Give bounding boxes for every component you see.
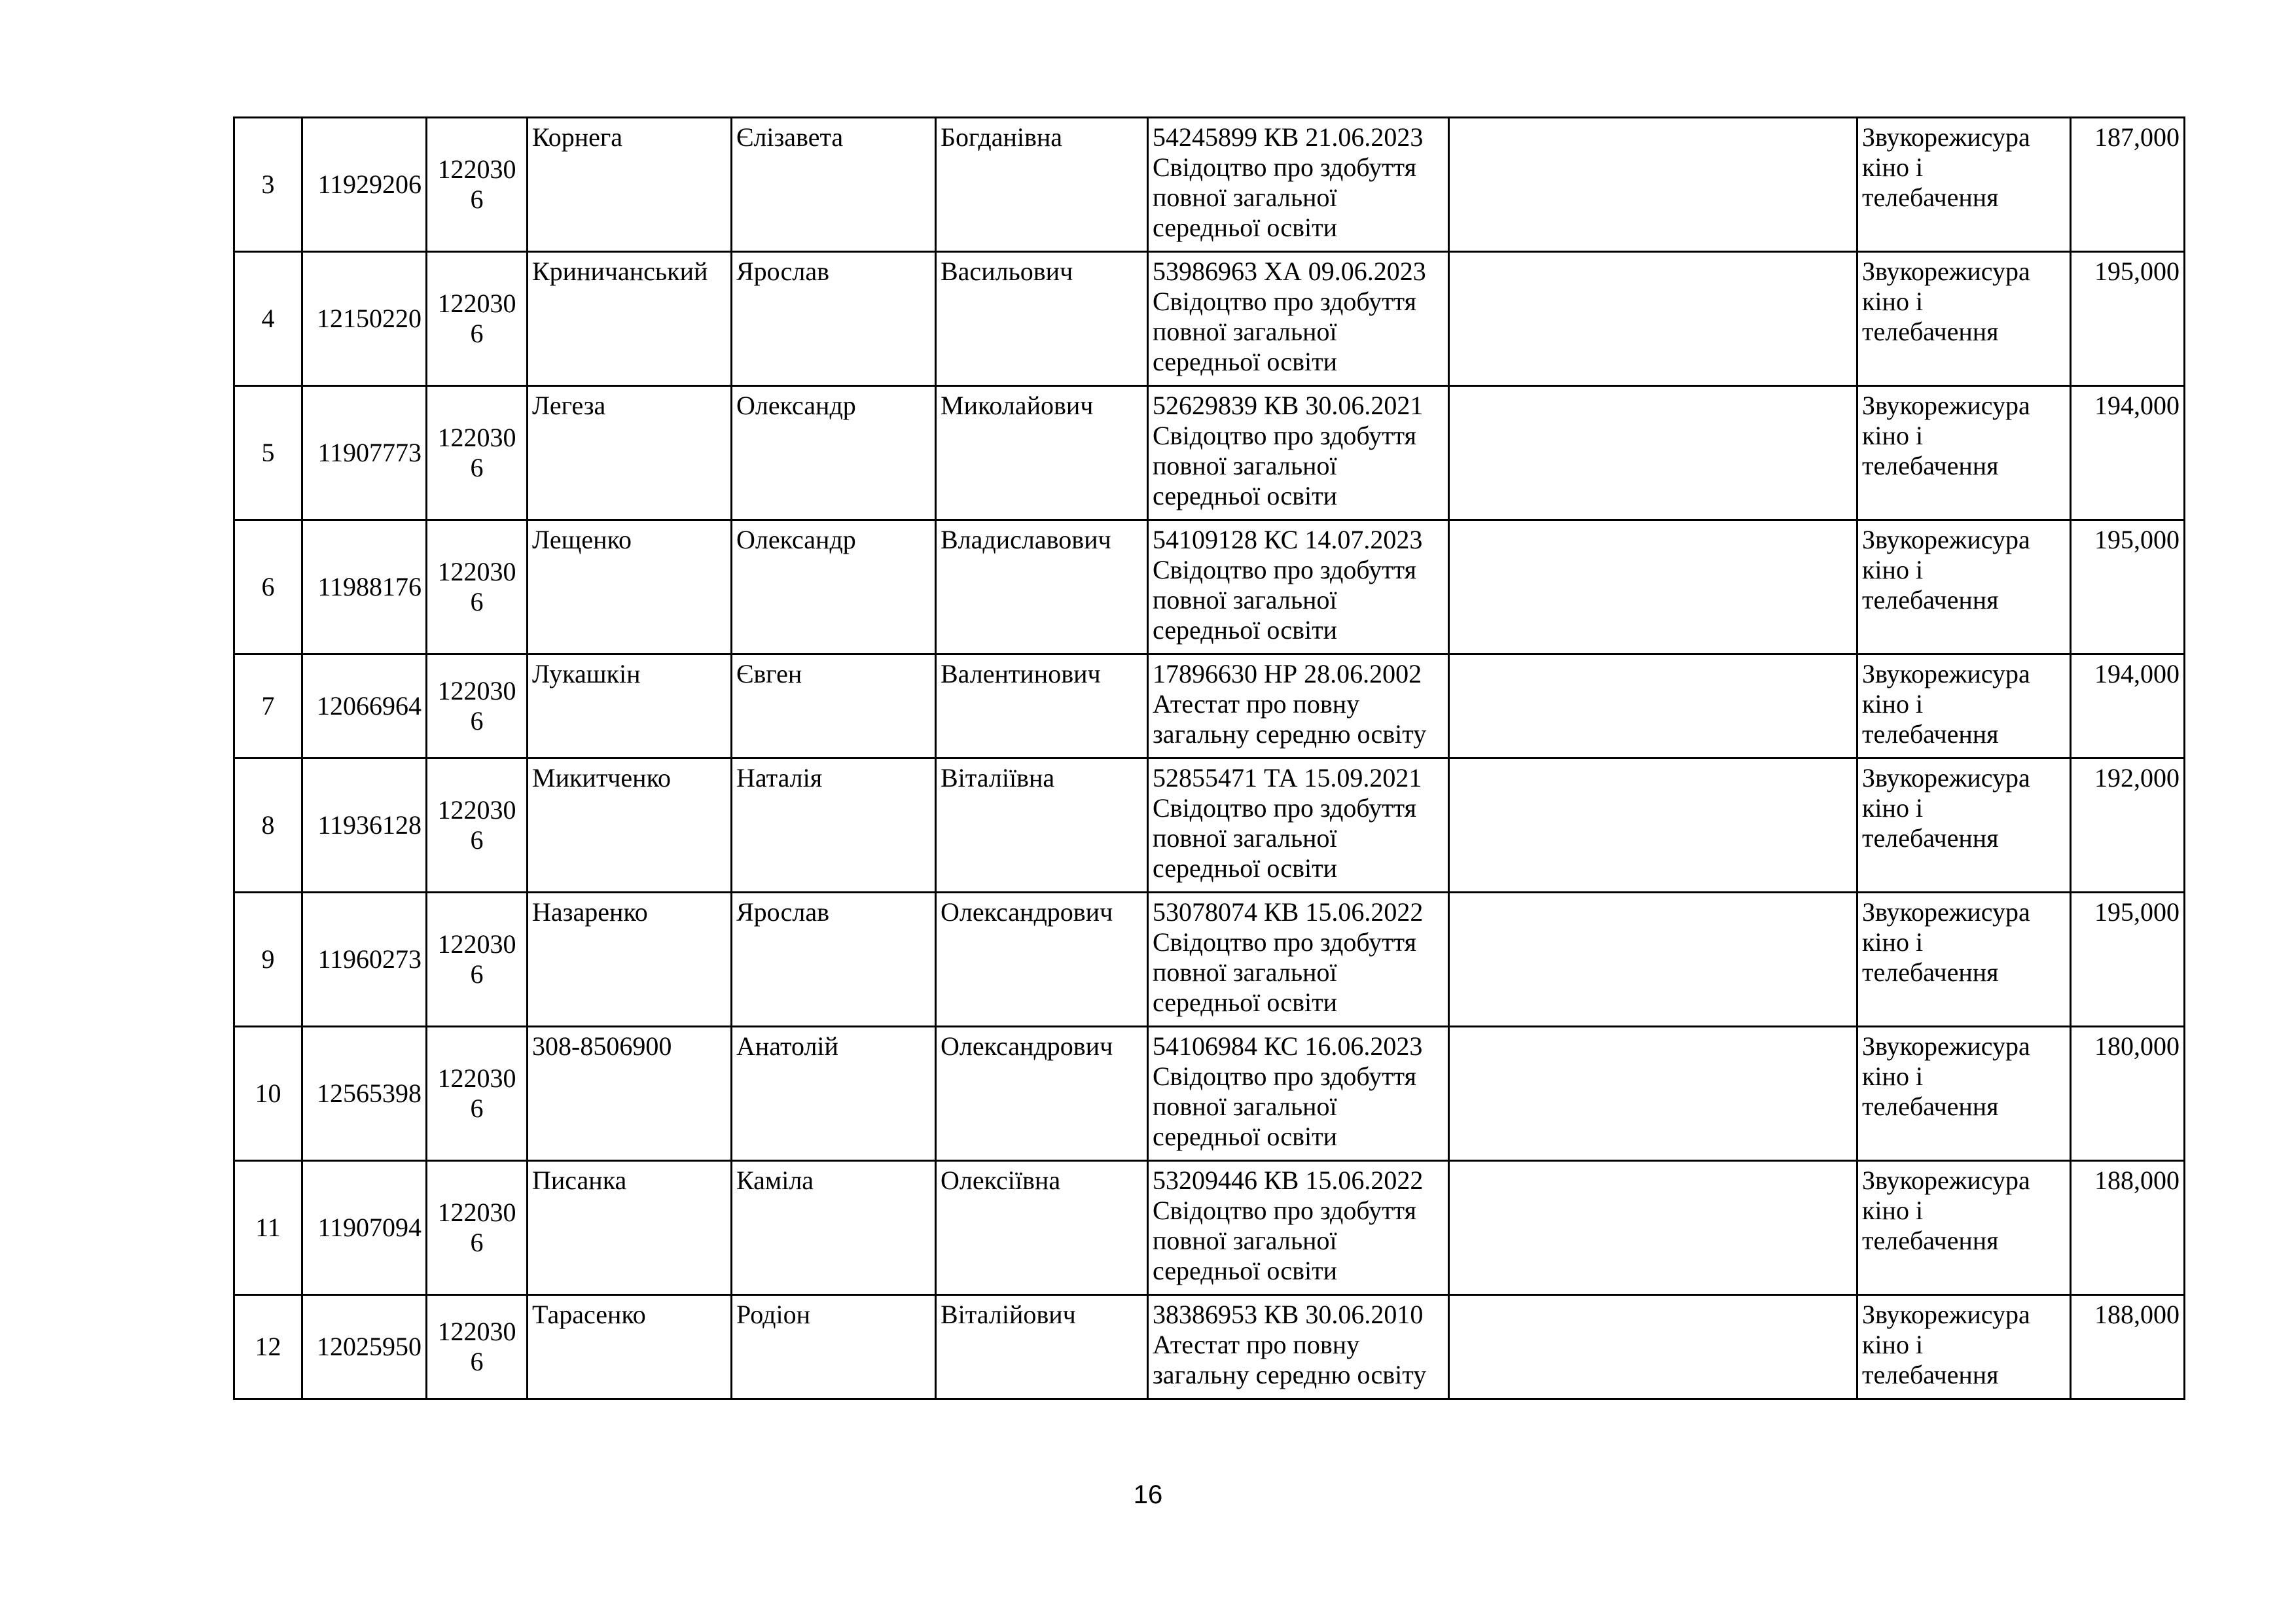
applicant-id: 12565398 [302, 1027, 427, 1161]
first-name: Євген [732, 654, 936, 758]
patronymic: Богданівна [936, 118, 1148, 252]
program-code-part-2: 6 [470, 1094, 484, 1123]
specialty [1857, 893, 2071, 1027]
program-code-part-2: 6 [470, 453, 484, 482]
document-number: 54106984 КС 16.06.2023 [1153, 1031, 1423, 1061]
program-code-part-2: 6 [470, 959, 484, 989]
first-name: Олександр [732, 520, 936, 654]
program-code-part-1: 122030 [437, 1063, 516, 1093]
competitive-score: 194,000 [2071, 654, 2185, 758]
program-code-part-2: 6 [470, 706, 484, 736]
document-type-line-3: середньої освіти [1153, 213, 1337, 242]
document-number: 52855471 ТА 15.09.2021 [1153, 763, 1422, 793]
patronymic: Валентинович [936, 654, 1148, 758]
row-number: 5 [234, 386, 302, 520]
education-document [1148, 1295, 1449, 1399]
document-type-line-3: середньої освіти [1153, 1256, 1337, 1285]
patronymic: Миколайович [936, 386, 1148, 520]
applicant-id: 11907094 [302, 1161, 427, 1295]
document-number: 54245899 КВ 21.06.2023 [1153, 122, 1424, 152]
specialty-line-1: Звукорежисура [1862, 1166, 2030, 1195]
program-code [427, 252, 528, 386]
document-type-line-3: середньої освіти [1153, 853, 1337, 883]
specialty [1857, 758, 2071, 893]
surname: 308-8506900 [528, 1027, 732, 1161]
specialty-line-3: телебачення [1862, 823, 1999, 853]
document-type-line-3: середньої освіти [1153, 481, 1337, 510]
first-name: Родіон [732, 1295, 936, 1399]
document-type-line-1: Свідоцтво про здобуття [1153, 1061, 1417, 1091]
education-document [1148, 520, 1449, 654]
extra-info [1449, 118, 1857, 252]
document-type-line-3: середньої освіти [1153, 347, 1337, 376]
table-row [234, 758, 2185, 893]
patronymic: Віталіївна [936, 758, 1148, 893]
document-type-line-1: Атестат про повну [1153, 689, 1360, 719]
document-number: 53986963 ХА 09.06.2023 [1153, 257, 1426, 286]
program-code [427, 386, 528, 520]
row-number: 4 [234, 252, 302, 386]
competitive-score: 195,000 [2071, 520, 2185, 654]
program-code-part-1: 122030 [437, 795, 516, 825]
document-type-line-1: Свідоцтво про здобуття [1153, 555, 1417, 584]
education-document [1148, 1027, 1449, 1161]
surname: Назаренко [528, 893, 732, 1027]
patronymic: Владиславович [936, 520, 1148, 654]
program-code-part-2: 6 [470, 319, 484, 348]
program-code-part-1: 122030 [437, 929, 516, 959]
document-number: 38386953 КВ 30.06.2010 [1153, 1300, 1424, 1329]
competitive-score: 194,000 [2071, 386, 2185, 520]
specialty-line-3: телебачення [1862, 585, 1999, 615]
patronymic: Олександрович [936, 1027, 1148, 1161]
applicant-id: 11907773 [302, 386, 427, 520]
specialty [1857, 654, 2071, 758]
program-code [427, 758, 528, 893]
specialty-line-2: кіно і [1862, 927, 1924, 957]
document-type-line-1: Свідоцтво про здобуття [1153, 793, 1417, 823]
specialty-line-2: кіно і [1862, 1330, 1924, 1359]
extra-info [1449, 1161, 1857, 1295]
education-document [1148, 1161, 1449, 1295]
document-type-line-3: середньої освіти [1153, 988, 1337, 1017]
program-code-part-2: 6 [470, 1347, 484, 1376]
row-number: 7 [234, 654, 302, 758]
program-code-part-1: 122030 [437, 289, 516, 318]
first-name: Анатолій [732, 1027, 936, 1161]
document-type-line-2: повної загальної [1153, 183, 1337, 212]
first-name: Ярослав [732, 252, 936, 386]
specialty [1857, 386, 2071, 520]
surname: Лещенко [528, 520, 732, 654]
table-body [234, 118, 2185, 1399]
program-code [427, 893, 528, 1027]
document-type-line-1: Свідоцтво про здобуття [1153, 152, 1417, 182]
program-code-part-2: 6 [470, 1228, 484, 1257]
document-number: 17896630 НР 28.06.2002 [1153, 659, 1422, 688]
specialty-line-1: Звукорежисура [1862, 763, 2030, 793]
program-code-part-1: 122030 [437, 1198, 516, 1227]
table-row [234, 252, 2185, 386]
applicant-id: 12150220 [302, 252, 427, 386]
table-row [234, 1295, 2185, 1399]
extra-info [1449, 520, 1857, 654]
specialty-line-3: телебачення [1862, 719, 1999, 749]
specialty [1857, 1161, 2071, 1295]
program-code-part-1: 122030 [437, 423, 516, 452]
first-name: Ярослав [732, 893, 936, 1027]
extra-info [1449, 252, 1857, 386]
program-code [427, 520, 528, 654]
specialty-line-1: Звукорежисура [1862, 897, 2030, 927]
document-number: 53209446 КВ 15.06.2022 [1153, 1166, 1424, 1195]
document-number: 54109128 КС 14.07.2023 [1153, 525, 1423, 554]
program-code [427, 1295, 528, 1399]
specialty-line-1: Звукорежисура [1862, 1031, 2030, 1061]
extra-info [1449, 654, 1857, 758]
row-number: 8 [234, 758, 302, 893]
applicant-id: 11936128 [302, 758, 427, 893]
surname: Корнега [528, 118, 732, 252]
row-number: 11 [234, 1161, 302, 1295]
first-name: Єлізавета [732, 118, 936, 252]
competitive-score: 192,000 [2071, 758, 2185, 893]
extra-info [1449, 758, 1857, 893]
surname: Писанка [528, 1161, 732, 1295]
extra-info [1449, 386, 1857, 520]
page-number: 16 [1133, 1480, 1163, 1509]
document-type-line-3: середньої освіти [1153, 615, 1337, 645]
document-type-line-1: Атестат про повну [1153, 1330, 1360, 1359]
table-row [234, 1027, 2185, 1161]
extra-info [1449, 1027, 1857, 1161]
education-document [1148, 893, 1449, 1027]
first-name: Наталія [732, 758, 936, 893]
applicant-id: 11988176 [302, 520, 427, 654]
specialty-line-3: телебачення [1862, 1226, 1999, 1255]
program-code [427, 654, 528, 758]
surname: Криничанський [528, 252, 732, 386]
row-number: 6 [234, 520, 302, 654]
first-name: Олександр [732, 386, 936, 520]
specialty-line-2: кіно і [1862, 555, 1924, 584]
extra-info [1449, 893, 1857, 1027]
table-row [234, 520, 2185, 654]
document-type-line-2: повної загальної [1153, 957, 1337, 987]
program-code [427, 118, 528, 252]
specialty [1857, 118, 2071, 252]
specialty-line-2: кіно і [1862, 1196, 1924, 1225]
competitive-score: 180,000 [2071, 1027, 2185, 1161]
row-number: 12 [234, 1295, 302, 1399]
specialty-line-3: телебачення [1862, 1092, 1999, 1121]
program-code [427, 1161, 528, 1295]
document-number: 53078074 КВ 15.06.2022 [1153, 897, 1424, 927]
first-name: Каміла [732, 1161, 936, 1295]
specialty-line-1: Звукорежисура [1862, 391, 2030, 420]
document-type-line-2: повної загальної [1153, 823, 1337, 853]
program-code-part-2: 6 [470, 185, 484, 214]
education-document [1148, 252, 1449, 386]
program-code-part-1: 122030 [437, 557, 516, 586]
competitive-score: 188,000 [2071, 1161, 2185, 1295]
specialty-line-1: Звукорежисура [1862, 122, 2030, 152]
applicant-id: 12025950 [302, 1295, 427, 1399]
row-number: 10 [234, 1027, 302, 1161]
program-code-part-2: 6 [470, 587, 484, 616]
document-type-line-1: Свідоцтво про здобуття [1153, 287, 1417, 316]
specialty-line-1: Звукорежисура [1862, 257, 2030, 286]
table-row [234, 118, 2185, 252]
program-code-part-1: 122030 [437, 154, 516, 184]
specialty-line-3: телебачення [1862, 451, 1999, 480]
competitive-score: 187,000 [2071, 118, 2185, 252]
table-row [234, 893, 2185, 1027]
document-type-line-1: Свідоцтво про здобуття [1153, 927, 1417, 957]
specialty [1857, 1295, 2071, 1399]
education-document [1148, 758, 1449, 893]
specialty-line-2: кіно і [1862, 152, 1924, 182]
applicant-id: 11960273 [302, 893, 427, 1027]
row-number: 9 [234, 893, 302, 1027]
table-row [234, 654, 2185, 758]
applicant-id: 11929206 [302, 118, 427, 252]
program-code-part-1: 122030 [437, 1317, 516, 1346]
table-row [234, 386, 2185, 520]
specialty-line-3: телебачення [1862, 957, 1999, 987]
document-type-line-1: Свідоцтво про здобуття [1153, 1196, 1417, 1225]
education-document [1148, 654, 1449, 758]
extra-info [1449, 1295, 1857, 1399]
patronymic: Васильович [936, 252, 1148, 386]
specialty-line-3: телебачення [1862, 1360, 1999, 1389]
document-number: 52629839 КВ 30.06.2021 [1153, 391, 1424, 420]
specialty-line-2: кіно і [1862, 1061, 1924, 1091]
specialty-line-2: кіно і [1862, 421, 1924, 450]
specialty-line-1: Звукорежисура [1862, 525, 2030, 554]
specialty-line-2: кіно і [1862, 287, 1924, 316]
surname: Легеза [528, 386, 732, 520]
specialty [1857, 1027, 2071, 1161]
specialty-line-1: Звукорежисура [1862, 659, 2030, 688]
surname: Лукашкін [528, 654, 732, 758]
surname: Тарасенко [528, 1295, 732, 1399]
document-type-line-2: повної загальної [1153, 1092, 1337, 1121]
document-type-line-1: Свідоцтво про здобуття [1153, 421, 1417, 450]
specialty-line-3: телебачення [1862, 317, 1999, 346]
specialty [1857, 520, 2071, 654]
patronymic: Олександрович [936, 893, 1148, 1027]
specialty-line-3: телебачення [1862, 183, 1999, 212]
document-type-line-3: середньої освіти [1153, 1122, 1337, 1151]
specialty [1857, 252, 2071, 386]
row-number: 3 [234, 118, 302, 252]
document-type-line-2: повної загальної [1153, 1226, 1337, 1255]
program-code [427, 1027, 528, 1161]
table-row [234, 1161, 2185, 1295]
patronymic: Олексіївна [936, 1161, 1148, 1295]
program-code-part-1: 122030 [437, 676, 516, 705]
document-type-line-2: повної загальної [1153, 317, 1337, 346]
specialty-line-1: Звукорежисура [1862, 1300, 2030, 1329]
competitive-score: 188,000 [2071, 1295, 2185, 1399]
document-type-line-2: загальну середню освіту [1153, 1360, 1427, 1389]
applicant-id: 12066964 [302, 654, 427, 758]
document-type-line-2: повної загальної [1153, 451, 1337, 480]
competitive-score: 195,000 [2071, 252, 2185, 386]
education-document [1148, 386, 1449, 520]
specialty-line-2: кіно і [1862, 793, 1924, 823]
surname: Микитченко [528, 758, 732, 893]
patronymic: Віталійович [936, 1295, 1148, 1399]
document-type-line-2: загальну середню освіту [1153, 719, 1427, 749]
education-document [1148, 118, 1449, 252]
program-code-part-2: 6 [470, 825, 484, 855]
competitive-score: 195,000 [2071, 893, 2185, 1027]
specialty-line-2: кіно і [1862, 689, 1924, 719]
applicants-table [233, 116, 2185, 1400]
document-type-line-2: повної загальної [1153, 585, 1337, 615]
